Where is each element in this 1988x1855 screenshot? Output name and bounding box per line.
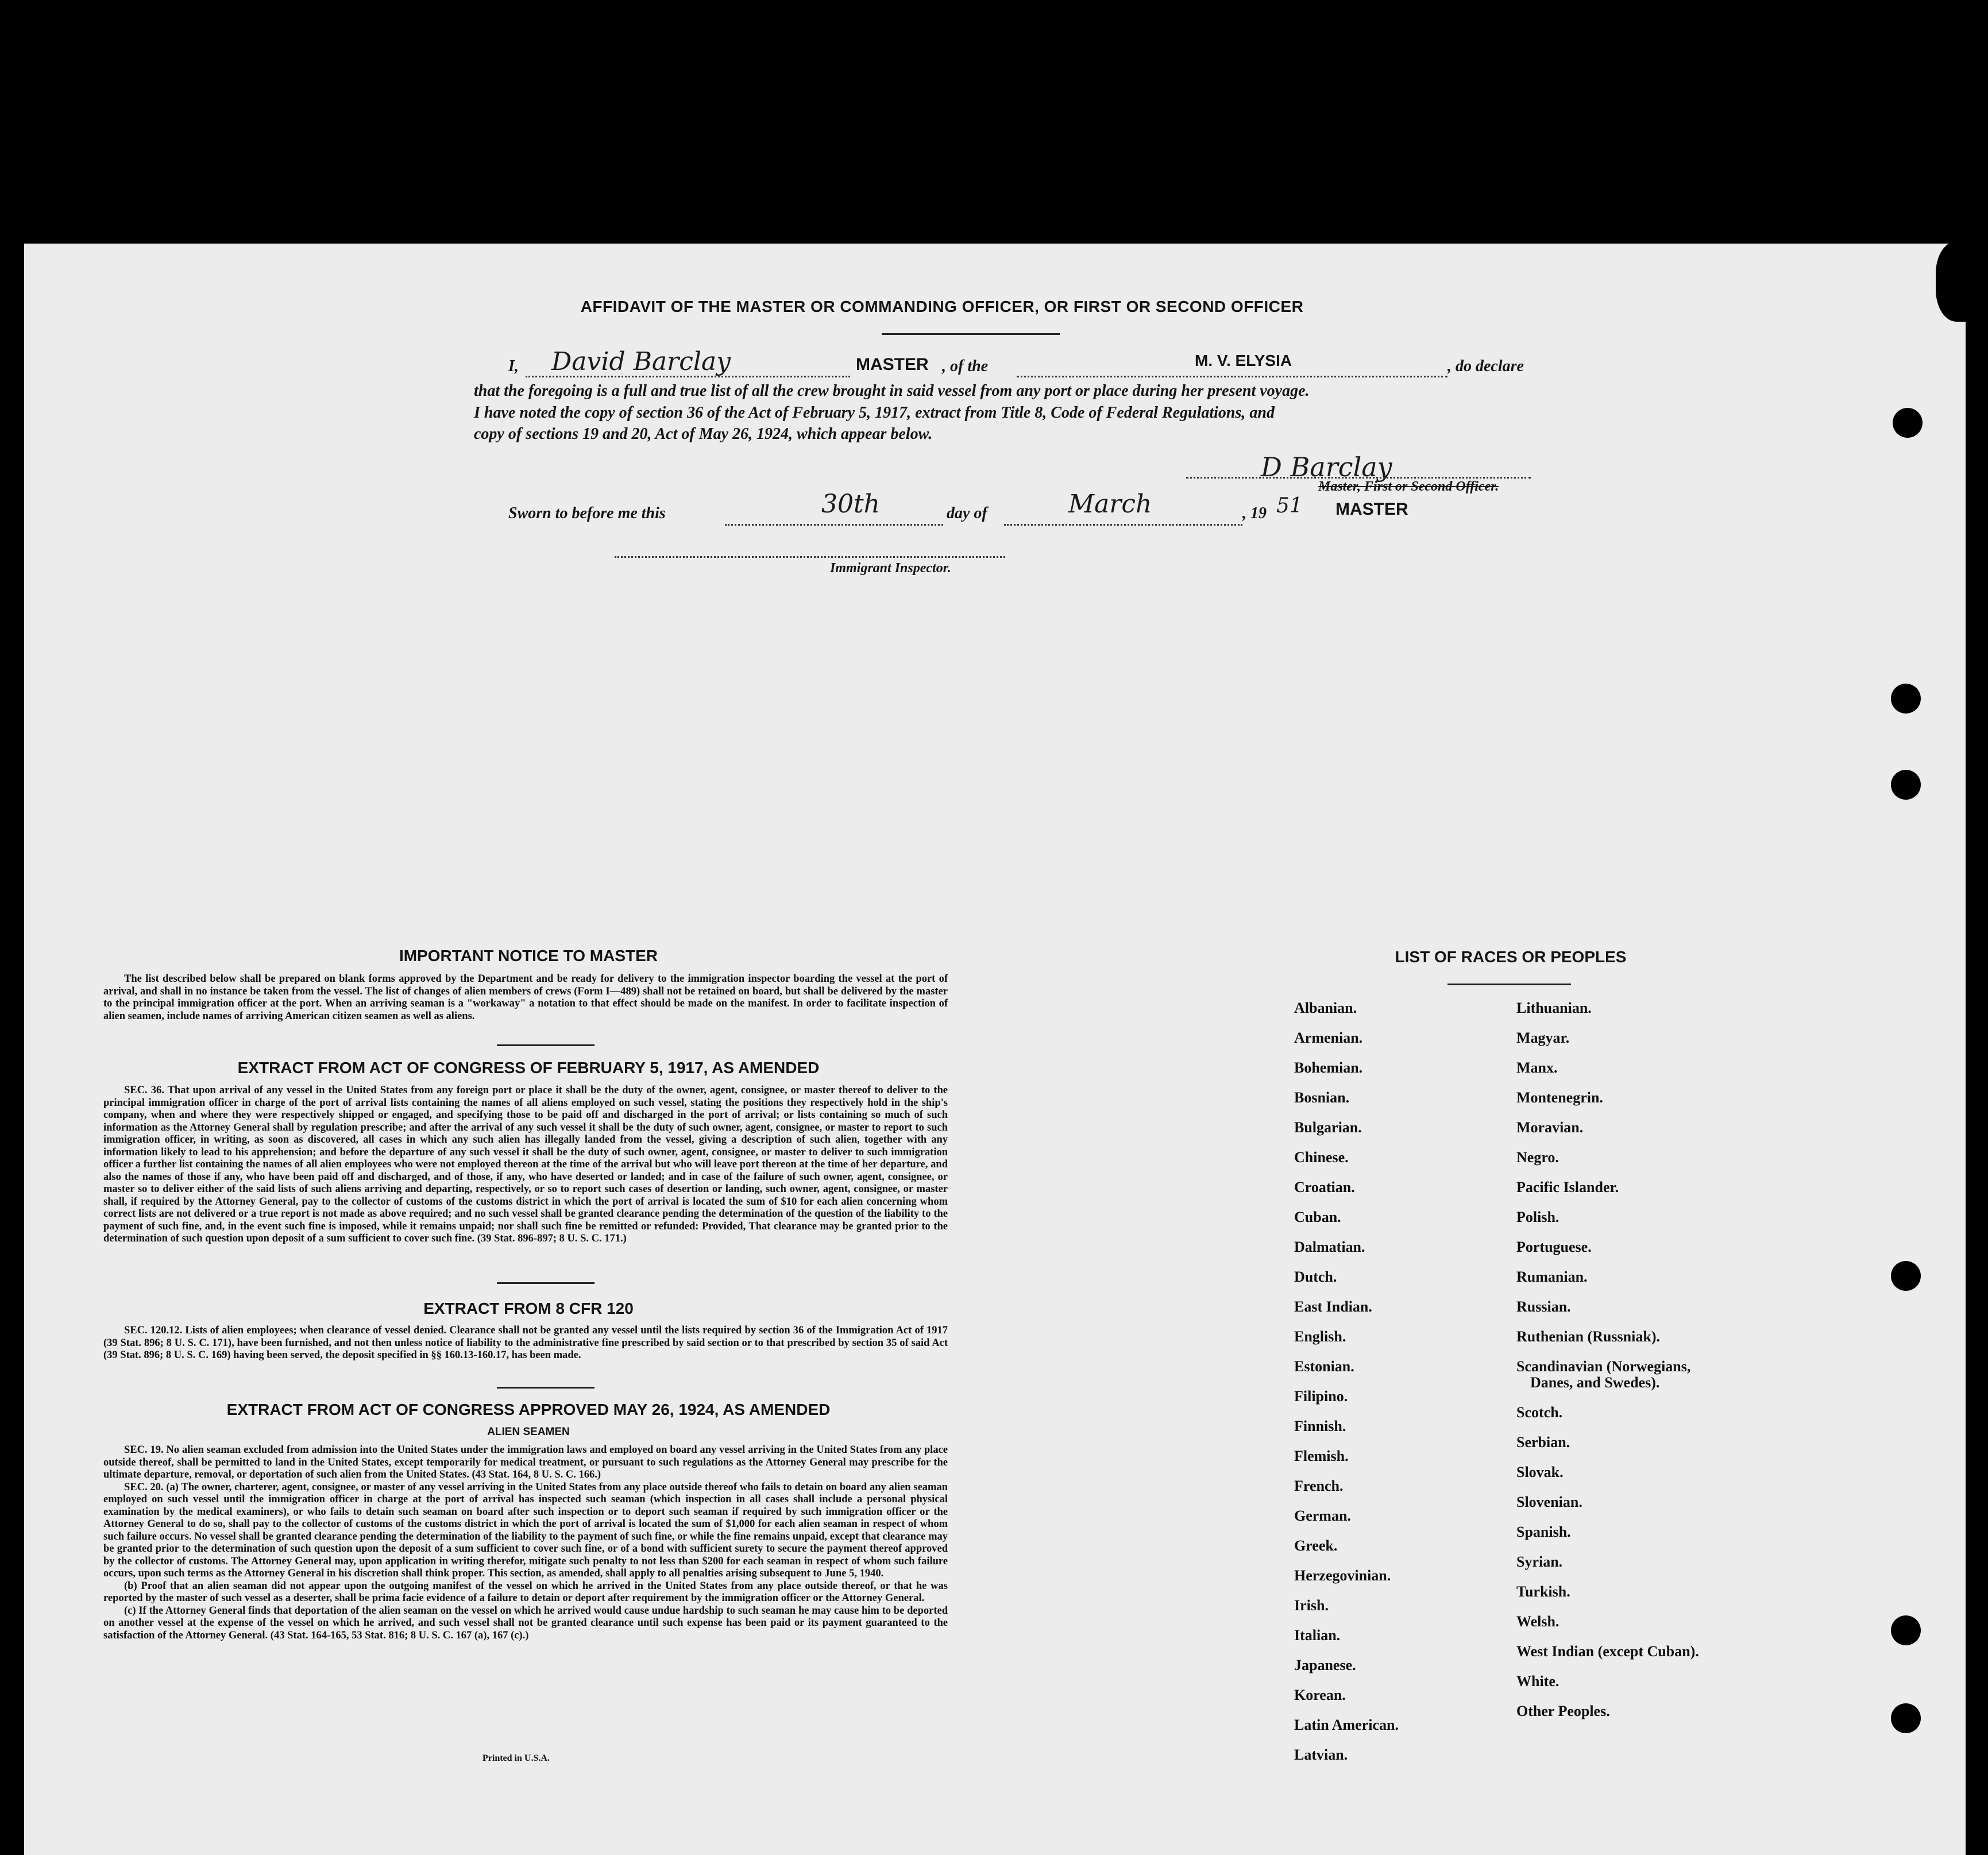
- race-item: Other Peoples.: [1516, 1703, 1610, 1719]
- race-item: West Indian (except Cuban).: [1516, 1643, 1699, 1660]
- sec-20-paragraph: SEC. 20. (a) The owner, charterer, agent, consignee, or master of any vessel arriving in the United States from any place outside thereof who fails to detain on board any alien seaman employed on such vessel until the immigration officer in charge at the port of arrival has inspected such seaman (which inspection in all cases shall include a personal physical examination by the medical examiners), or who fails to detain such seaman on board after such inspection or to deport such seaman if required by such immigration officer or the Attorney General to do so, shall pay to the collector of customs of the customs district in which the port of arrival is located the sum of $1,000 for each alien seaman in respect of whom such failure occurs. No vessel shall be granted clearance pending the determination of the liability to the payment of such fine, or while the fine remains unpaid, except that clearance may be granted prior to the determination of such question upon the deposit of a sum sufficient to cover such fine, or of a bond with sufficient surety to secure the payment thereof approved by the collector of customs. The Attorney General may, upon application in writing therefor, mitigate such penalty to not less than $200 for each seaman in respect of whom such failure occurs, upon such terms as the Attorney General in his discretion shall think proper. This section, as amended, shall apply to all penalties arising subsequent to June 5, 1940.: [103, 1481, 948, 1579]
- race-item: Bohemian.: [1294, 1059, 1363, 1076]
- race-item: Filipino.: [1294, 1388, 1348, 1405]
- punch-hole: [1893, 408, 1923, 438]
- of-the-label: , of the: [942, 357, 989, 375]
- race-item: Estonian.: [1294, 1358, 1354, 1375]
- year-prefix: , 19: [1242, 504, 1267, 522]
- race-item: Slovak.: [1516, 1464, 1564, 1480]
- race-item: Welsh.: [1516, 1613, 1559, 1630]
- punch-hole: [1891, 684, 1921, 714]
- title-rule: [882, 333, 1060, 335]
- master-signature: D Barclay: [1261, 452, 1392, 483]
- race-item: Scotch.: [1516, 1404, 1563, 1421]
- declare-label: , do declare: [1447, 357, 1524, 375]
- race-item: Rumanian.: [1516, 1268, 1588, 1285]
- sworn-label: Sworn to before me this: [508, 504, 666, 522]
- race-item: Dalmatian.: [1294, 1239, 1365, 1255]
- alien-seamen-subtitle: ALIEN SEAMEN: [487, 1426, 570, 1438]
- race-item: Manx.: [1516, 1059, 1558, 1076]
- notice-rule: [497, 1044, 595, 1046]
- race-item: Latvian.: [1294, 1746, 1348, 1763]
- race-item: Greek.: [1294, 1537, 1338, 1554]
- declaration-line-3: I have noted the copy of section 36 of the Act of February 5, 1917, extract from Title 8, Code of Federal Regulations, and: [474, 404, 1275, 422]
- race-item: Cuban.: [1294, 1209, 1341, 1225]
- race-item: Lithuanian.: [1516, 1000, 1592, 1016]
- race-item: English.: [1294, 1328, 1346, 1345]
- race-item: Italian.: [1294, 1627, 1341, 1644]
- inspector-caption: Immigrant Inspector.: [830, 561, 951, 576]
- race-item: German.: [1294, 1507, 1351, 1524]
- race-item: Portuguese.: [1516, 1239, 1592, 1255]
- race-item: Irish.: [1294, 1597, 1329, 1614]
- race-item: Magyar.: [1516, 1029, 1570, 1046]
- race-item: Japanese.: [1294, 1657, 1356, 1673]
- inspector-line: [615, 540, 1005, 558]
- sworn-day: 30th: [821, 489, 881, 519]
- extract-1924-title: EXTRACT FROM ACT OF CONGRESS APPROVED MAY 26, 1924, AS AMENDED: [226, 1401, 831, 1418]
- day-of-label: day of: [947, 504, 987, 522]
- notice-title: IMPORTANT NOTICE TO MASTER: [399, 947, 658, 965]
- race-item: Korean.: [1294, 1687, 1346, 1703]
- master-name: David Barclay: [551, 347, 731, 376]
- race-item: Negro.: [1516, 1149, 1559, 1166]
- extract-1917-body: [103, 1085, 948, 1245]
- sec-120-paragraph: SEC. 120.12. Lists of alien employees; when clearance of vessel denied. Clearance shall not be granted any vessel until the lists required by section 36 of the Immigration Act of 1917 (39 Stat. 896; 8 U. S. C. 171), have been furnished, and not then unless notice of liability to the administrative fine prescribed by said section or to that prescribed by section 35 of said Act (39 Stat. 896; 8 U. S. C. 169) having been served, the deposit specified in §§ 160.13-160.17, has been made.: [103, 1325, 948, 1361]
- sec-20c-paragraph: (c) If the Attorney General finds that deportation of the alien seaman on the vessel on which he arrived would cause undue hardship to such seaman he may cause him to be deported on another vessel at the expense of the vessel on which he arrived, and such vessel shall not be granted clearance until such expense has been paid or its payment guaranteed to the satisfaction of the Attorney General. (43 Stat. 164-165, 53 Stat. 816; 8 U. S. C. 167 (a), 167 (c).): [103, 1605, 948, 1641]
- race-item: East Indian.: [1294, 1298, 1372, 1315]
- sec-20b-paragraph: (b) Proof that an alien seaman did not appear upon the outgoing manifest of the vessel on which he arrived in the United States from any place outside thereof, or that he was reported by the master of such vessel as a deserter, shall be prima facie evidence of a failure to detain or deport after requirement by the immigration officer or the Attorney General.: [103, 1580, 948, 1604]
- race-item: Scandinavian (Norwegians,: [1516, 1358, 1691, 1375]
- sec-36-paragraph: SEC. 36. That upon arrival of any vessel in the United States from any foreign port or place it shall be the duty of the owner, agent, consignee, or master thereof to deliver to the principal immigration officer in charge of the port of arrival lists containing the names of all aliens employed on such vessel, stating the positions they respectively hold in the ship's company, when and where they were respectively shipped or engaged, and specifying those to be paid off and discharged in the port of arrival; or lists containing so much of such information as the Attorney General shall by regulation prescribe; and after the arrival of any such vessel it shall be the duty of such owner, agent, consignee, or master to report to such immigration officer, in writing, as soon as discovered, all cases in which any such alien has illegally landed from the vessel, giving a description of such alien, together with any information likely to lead to his apprehension; and before the departure of any such vessel it shall be the duty of such owner, agent, consignee, or master to deliver to such immigration officer a further list containing the names of all alien employees who were not employed thereon at the time of the arrival but who will leave port thereon at the time of her departure, and also the names of those if any, who have been paid off and discharged, and of those, if any, who have deserted or landed; and in case of the failure of such owner, agent, consignee, or master so to deliver either of the said lists of such aliens arriving and departing, respectively, or so to report such cases of desertion or landing, such owner, agent, consignee, or master shall, if required by the Attorney General, pay to the collector of customs of the customs district in which the port of arrival is located the sum of $10 for each alien concerning whom correct lists are not delivered or a true report is not made as above required; and no such vessel shall be granted clearance pending the determination of the question of the liability to the payment of such fine, and, in the event such fine is imposed, while it remains unpaid; nor shall such fine be remitted or refunded: Provided, That clearance may be granted prior to the determination of such question upon deposit of a sum sufficient to cover such fine. (39 Stat. 896-897; 8 U. S. C. 171.): [103, 1085, 948, 1244]
- extract-1917-title: EXTRACT FROM ACT OF CONGRESS OF FEBRUARY 5, 1917, AS AMENDED: [237, 1059, 820, 1077]
- rank-field: MASTER: [856, 355, 929, 374]
- extract-1917-rule: [497, 1282, 595, 1284]
- race-item: Ruthenian (Russniak).: [1516, 1328, 1660, 1345]
- race-item: Serbian.: [1516, 1434, 1570, 1451]
- race-item: Moravian.: [1516, 1119, 1584, 1136]
- race-item: Bosnian.: [1294, 1089, 1350, 1106]
- races-rule: [1447, 984, 1571, 985]
- race-item: Turkish.: [1516, 1583, 1570, 1600]
- vessel-name: M. V. ELYSIA: [1195, 352, 1292, 369]
- race-item: Russian.: [1516, 1298, 1571, 1315]
- race-item: Armenian.: [1294, 1029, 1363, 1046]
- punch-hole: [1891, 1615, 1921, 1645]
- race-item: Chinese.: [1294, 1149, 1349, 1166]
- extract-cfr-body: [103, 1325, 948, 1362]
- signed-rank: MASTER: [1335, 500, 1408, 519]
- extract-1924-body: [103, 1444, 948, 1642]
- race-item: Montenegrin.: [1516, 1089, 1603, 1106]
- race-item: Spanish.: [1516, 1524, 1571, 1540]
- race-item: Bulgarian.: [1294, 1119, 1362, 1136]
- race-item: Flemish.: [1294, 1448, 1349, 1464]
- race-item: Finnish.: [1294, 1418, 1346, 1434]
- race-item: Herzegovinian.: [1294, 1567, 1391, 1584]
- sec-19-paragraph: SEC. 19. No alien seaman excluded from admission into the United States under the immigration laws and employed on board any vessel arriving in the United States from any place outside thereof, shall be permitted to land in the United States, except temporarily for medical treatment, or pursuant to such regulations as the Attorney General may prescribe for the ultimate departure, removal, or deportation of such alien from the United States. (43 Stat. 164, 8 U. S. C. 166.): [103, 1444, 948, 1480]
- signature-line: [1186, 460, 1531, 479]
- race-item: Croatian.: [1294, 1179, 1355, 1195]
- declaration-line-4: copy of sections 19 and 20, Act of May 26, 1924, which appear below.: [474, 425, 933, 443]
- race-item: Polish.: [1516, 1209, 1559, 1225]
- race-item: Pacific Islander.: [1516, 1179, 1619, 1195]
- affidavit-title: AFFIDAVIT OF THE MASTER OR COMMANDING OFFICER, OR FIRST OR SECOND OFFICER: [580, 298, 1304, 315]
- race-item: White.: [1516, 1673, 1559, 1690]
- race-item: Danes, and Swedes).: [1530, 1374, 1660, 1391]
- notice-paragraph: The list described below shall be prepared on blank forms approved by the Department and be ready for delivery to the immigration inspector boarding the vessel at the port of arrival, and shall in no instance be taken from the vessel. The list of changes of alien members of crews (Form I—489) shall not be retained on board, but shall be delivered by the master to the principal immigration officer at the port. When an arriving seaman is a "workaway" a notation to that effect should be made on the manifest. In order to facilitate inspection of alien seamen, include names of arriving American citizen seamen as well as aliens.: [103, 973, 948, 1022]
- race-item: Albanian.: [1294, 1000, 1357, 1016]
- extract-cfr-title: EXTRACT FROM 8 CFR 120: [423, 1299, 634, 1317]
- race-item: Latin American.: [1294, 1717, 1399, 1733]
- extract-cfr-rule: [497, 1387, 595, 1389]
- race-item: Dutch.: [1294, 1268, 1337, 1285]
- punch-hole: [1891, 1261, 1921, 1291]
- torn-corner: [1936, 241, 1987, 322]
- race-item: Syrian.: [1516, 1553, 1563, 1570]
- sworn-month: March: [1068, 489, 1152, 519]
- printed-in-usa: Printed in U.S.A.: [482, 1753, 550, 1763]
- i-label: I,: [508, 357, 519, 375]
- notice-body: [103, 973, 948, 1023]
- punch-hole: [1891, 770, 1921, 800]
- officer-caption: Master, First or Second Officer.: [1318, 479, 1499, 494]
- race-item: Slovenian.: [1516, 1494, 1582, 1510]
- punch-hole: [1891, 1703, 1921, 1733]
- declaration-line-2: that the foregoing is a full and true list of all the crew brought in said vessel from any port or place during her present voyage.: [474, 382, 1310, 400]
- races-title: LIST OF RACES OR PEOPLES: [1395, 948, 1627, 966]
- sworn-year: 51: [1276, 494, 1303, 518]
- race-item: French.: [1294, 1478, 1344, 1494]
